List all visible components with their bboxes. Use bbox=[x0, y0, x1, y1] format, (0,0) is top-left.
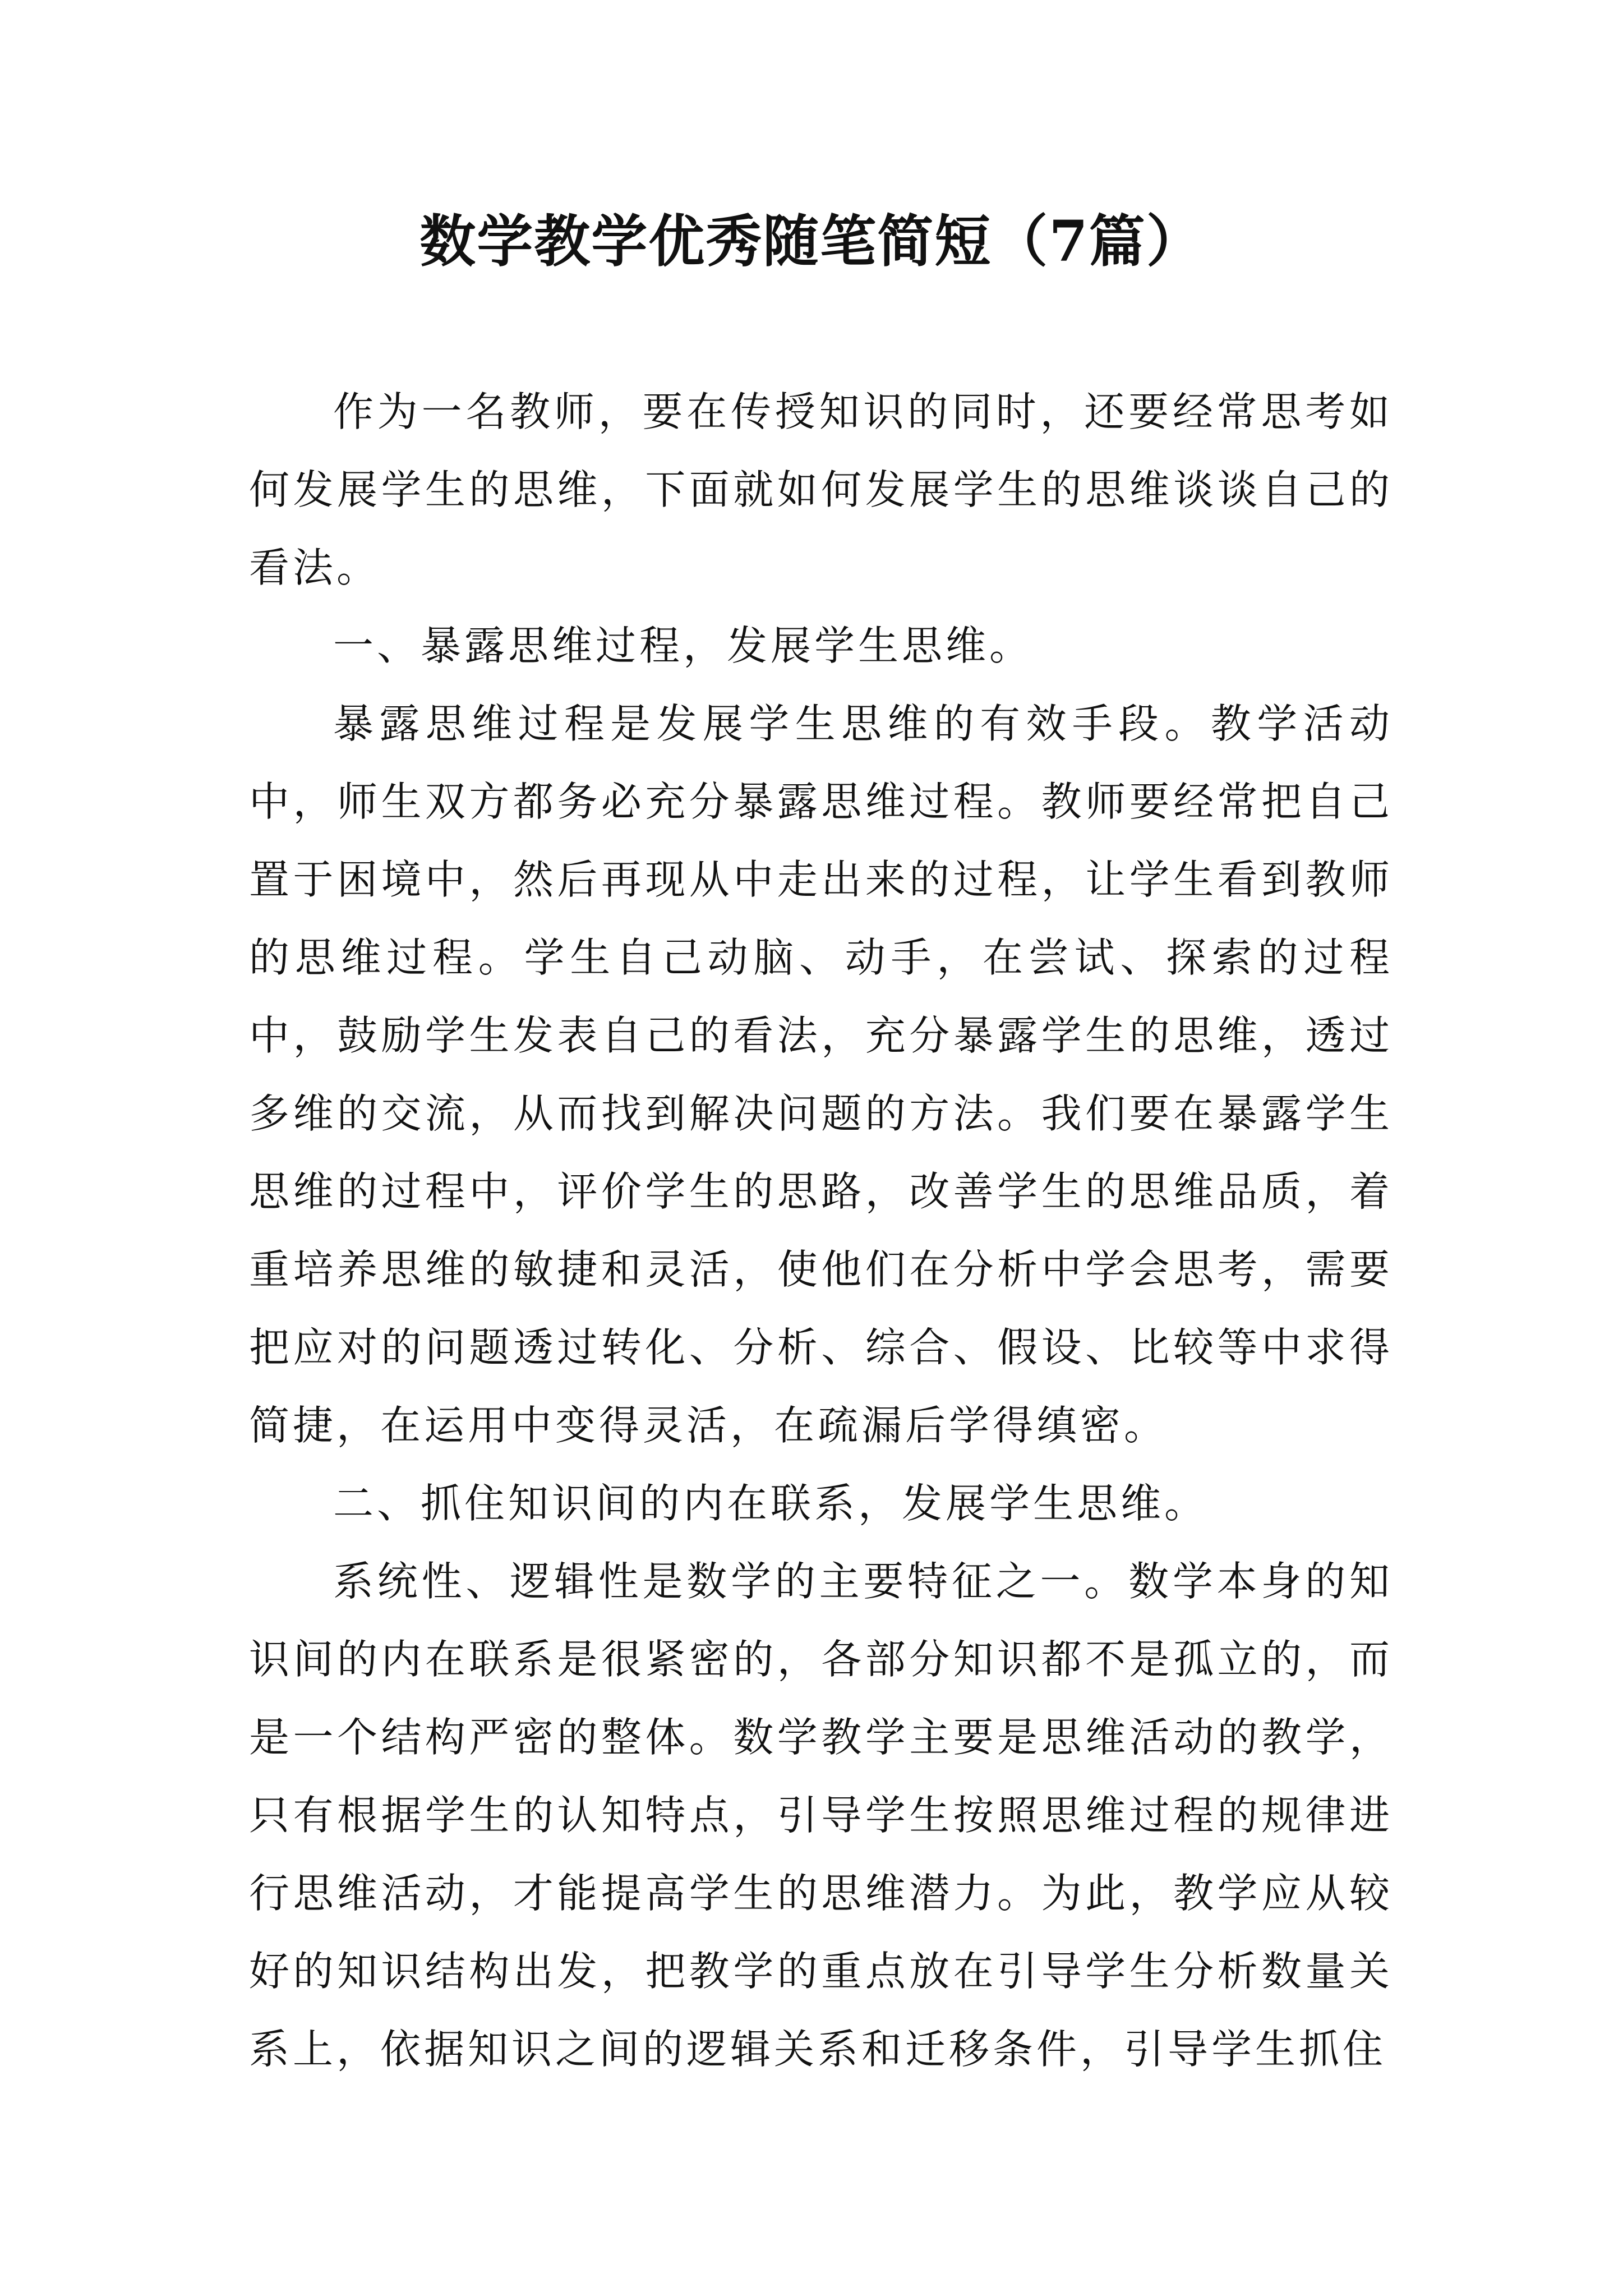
section-heading-1: 一、暴露思维过程，发展学生思维。 bbox=[333, 622, 1034, 669]
paragraph-section-2: 系统性、逻辑性是数学的主要特征之一。数学本身的知识间的内在联系是很紧密的，各部分知识都不是孤立的，而是一个结构严密的整体。数学教学主要是思维活动的教学，只有根据学生的认知特点，引导学生按照思维过程的规律进行思维活动，才能提高学生的思维潜力。为此，教学应从较好的知识结构出发，把教学的重点放在引导学生分析数量关系上，依据知识之间的逻辑关系和迁移条件，引导学生抓住 bbox=[249, 1558, 1393, 2073]
document-body bbox=[249, 373, 1393, 2088]
paragraph-intro: 作为一名教师，要在传授知识的同时，还要经常思考如何发展学生的思维，下面就如何发展学生的思维谈谈自己的看法。 bbox=[249, 388, 1393, 591]
paragraph-section-1: 暴露思维过程是发展学生思维的有效手段。教学活动中，师生双方都务必充分暴露思维过程。教师要经常把自己置于困境中，然后再现从中走出来的过程，让学生看到教师的思维过程。学生自己动脑、动手，在尝试、探索的过程中，鼓励学生发表自己的看法，充分暴露学生的思维，透过多维的交流，从而找到解决问题的方法。我们要在暴露学生思维的过程中，评价学生的思路，改善学生的思维品质，着重培养思维的敏捷和灵活，使他们在分析中学会思考，需要把应对的问题透过转化、分析、综合、假设、比较等中求得简捷，在运用中变得灵活，在疏漏后学得缜密。 bbox=[249, 700, 1393, 1449]
document-title: 数学教学优秀随笔简短（7篇） bbox=[419, 208, 1204, 274]
section-heading-2: 二、抓住知识间的内在联系，发展学生思维。 bbox=[333, 1480, 1209, 1527]
